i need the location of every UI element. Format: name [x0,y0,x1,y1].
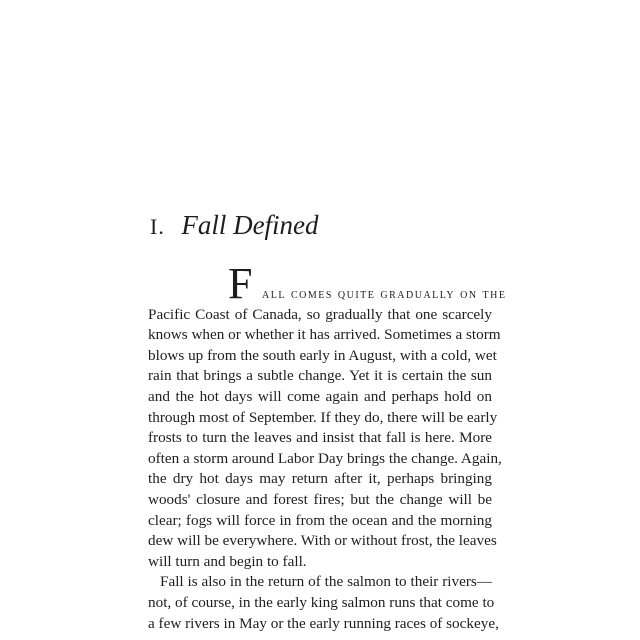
text-line: a few rivers in May or the early running races of sockeye, [148,614,499,632]
drop-cap: F [228,259,253,308]
chapter-body [148,259,507,634]
text-line: Fall is also in the return of the salmon to their rivers— [160,573,492,591]
text-line: will turn and begin to fall. [148,552,307,570]
chapter-heading [150,210,319,242]
text-line: Pacific Coast of Canada, so gradually that one scarcely [148,305,492,323]
chapter-title: Fall Defined [181,210,319,240]
text-line: often a storm around Labor Day brings the change. Again, [148,449,502,467]
text-line: woods' closure and forest fires; but the change will be [148,490,492,508]
text-line: frosts to turn the leaves and insist that fall is here. More [148,429,492,447]
text-line: dew will be everywhere. With or without frost, the leaves [148,532,497,550]
text-line: rain that brings a subtle change. Yet it is certain the sun [148,367,492,385]
text-line: through most of September. If they do, there will be early [148,408,498,426]
text-line: not, of course, in the early king salmon runs that come to [148,593,495,611]
text-line: clear; fogs will force in from the ocean and the morning [148,511,492,529]
text-line: knows when or whether it has arrived. Sometimes a storm [148,326,501,344]
opening-small-caps: all comes quite gradually on the [262,287,507,302]
text-line: the dry hot days may return after it, perhaps bringing [148,470,492,488]
opening-line [148,259,507,308]
text-line: and the hot days will come again and perhaps hold on [148,387,492,405]
chapter-number: I. [150,214,165,239]
text-line: blows up from the south early in August, with a cold, wet [148,346,497,364]
